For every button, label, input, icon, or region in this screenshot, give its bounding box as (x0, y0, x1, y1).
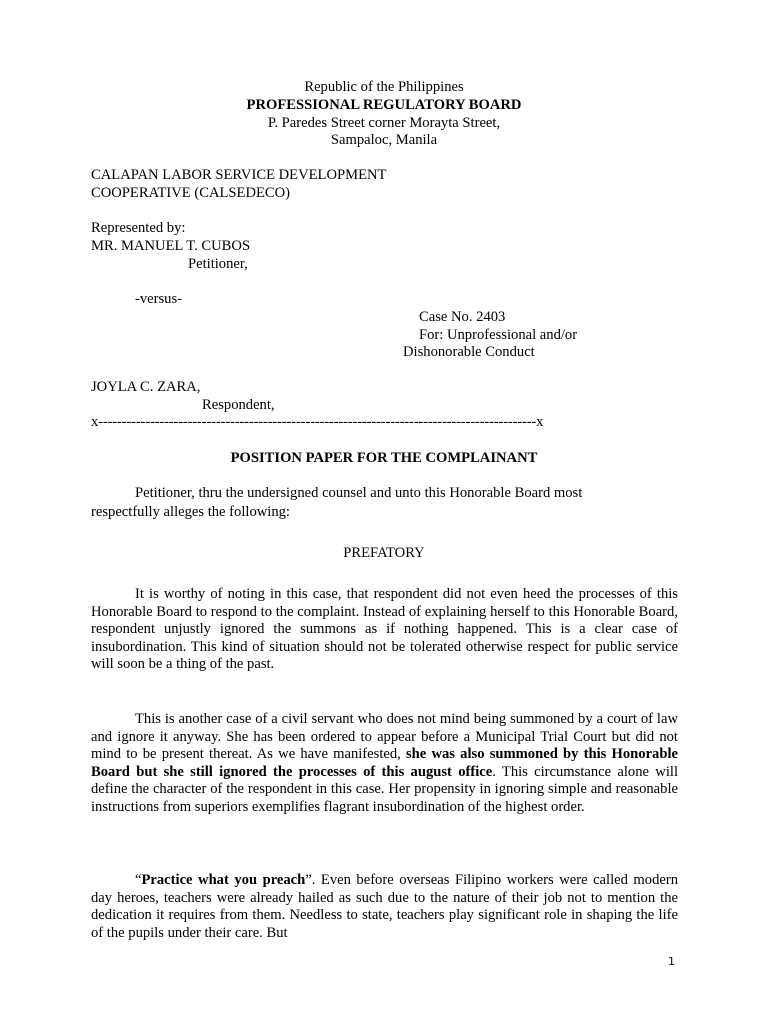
respondent-name: JOYLA C. ZARA, (91, 379, 201, 395)
petitioner-role: Petitioner, (188, 256, 248, 272)
caption-divider: x---------------------------------------------------------------------------------------------x (91, 414, 544, 430)
header-address-line2: Sampaloc, Manila (330, 132, 438, 148)
petitioner-name-line1: CALAPAN LABOR SERVICE DEVELOPMENT (91, 167, 387, 183)
paragraph-2-part2: . This circumstance alone will define the character of the respondent in this case. Her propensity in ignoring simple and reasonable instructions from superiors exemplifies flagrant insubordination of the highest order. (91, 763, 678, 815)
document-title: POSITION PAPER FOR THE COMPLAINANT (230, 450, 538, 466)
case-for-line2: Dishonorable Conduct (403, 344, 535, 360)
petitioner-name-line2: COOPERATIVE (CALSEDECO) (91, 185, 291, 201)
header-address-line1: P. Paredes Street corner Morayta Street, (267, 115, 501, 131)
section-heading-prefatory: PREFATORY (343, 545, 425, 561)
paragraph-3-text (91, 872, 678, 942)
versus-label: -versus- (135, 291, 183, 307)
intro-line2: respectfully alleges the following: (91, 504, 290, 520)
header-board: PROFESSIONAL REGULATORY BOARD (246, 97, 522, 113)
represented-by-label: Represented by: (91, 220, 186, 236)
page-number: 1 (668, 955, 675, 968)
paragraph-1-text: It is worthy of noting in this case, that respondent did not even heed the processes of this Honorable Board to respond to the complaint. Instead of explaining herself to this Honorable Board, respondent unjustly ignored the summons as if nothing happened. This is a clear case of insubordination. This kind of situation should not be tolerated otherwise respect for public service will soon be a thing of the past. (91, 586, 678, 673)
paragraph-2 (91, 711, 678, 817)
paragraph-2-text (91, 711, 678, 817)
representative-name: MR. MANUEL T. CUBOS (91, 238, 251, 254)
respondent-role: Respondent, (202, 397, 275, 413)
paragraph-3-bold: Practice what you preach (141, 872, 306, 888)
paragraph-2-part1: This is another case of a civil servant who does not mind being summoned by a court of law and ignore it anyway. She has been ordered to appear before a Municipal Trial Court but did not mind to be present thereat. As we have manifested, (91, 711, 678, 763)
case-number: Case No. 2403 (419, 309, 506, 325)
header-republic: Republic of the Philippines (304, 79, 464, 95)
intro-line1: Petitioner, thru the undersigned counsel and unto this Honorable Board most (135, 485, 583, 501)
paragraph-3 (91, 872, 678, 942)
paragraph-3-rest: ”. Even before overseas Filipino workers were called modern day heroes, teachers were already hailed as such due to the nature of their job not to mention the dedication it requires from them. Needless to state, teachers play significant role in shaping the life of the pupils under their care. But (91, 872, 678, 941)
paragraph-2-bold: she was also summoned by this Honorable Board but she still ignored the processes of this august office (91, 746, 678, 780)
case-for-line1: For: Unprofessional and/or (419, 327, 578, 343)
paragraph-1 (91, 586, 678, 674)
paragraph-3-open-quote: “ (135, 872, 142, 888)
